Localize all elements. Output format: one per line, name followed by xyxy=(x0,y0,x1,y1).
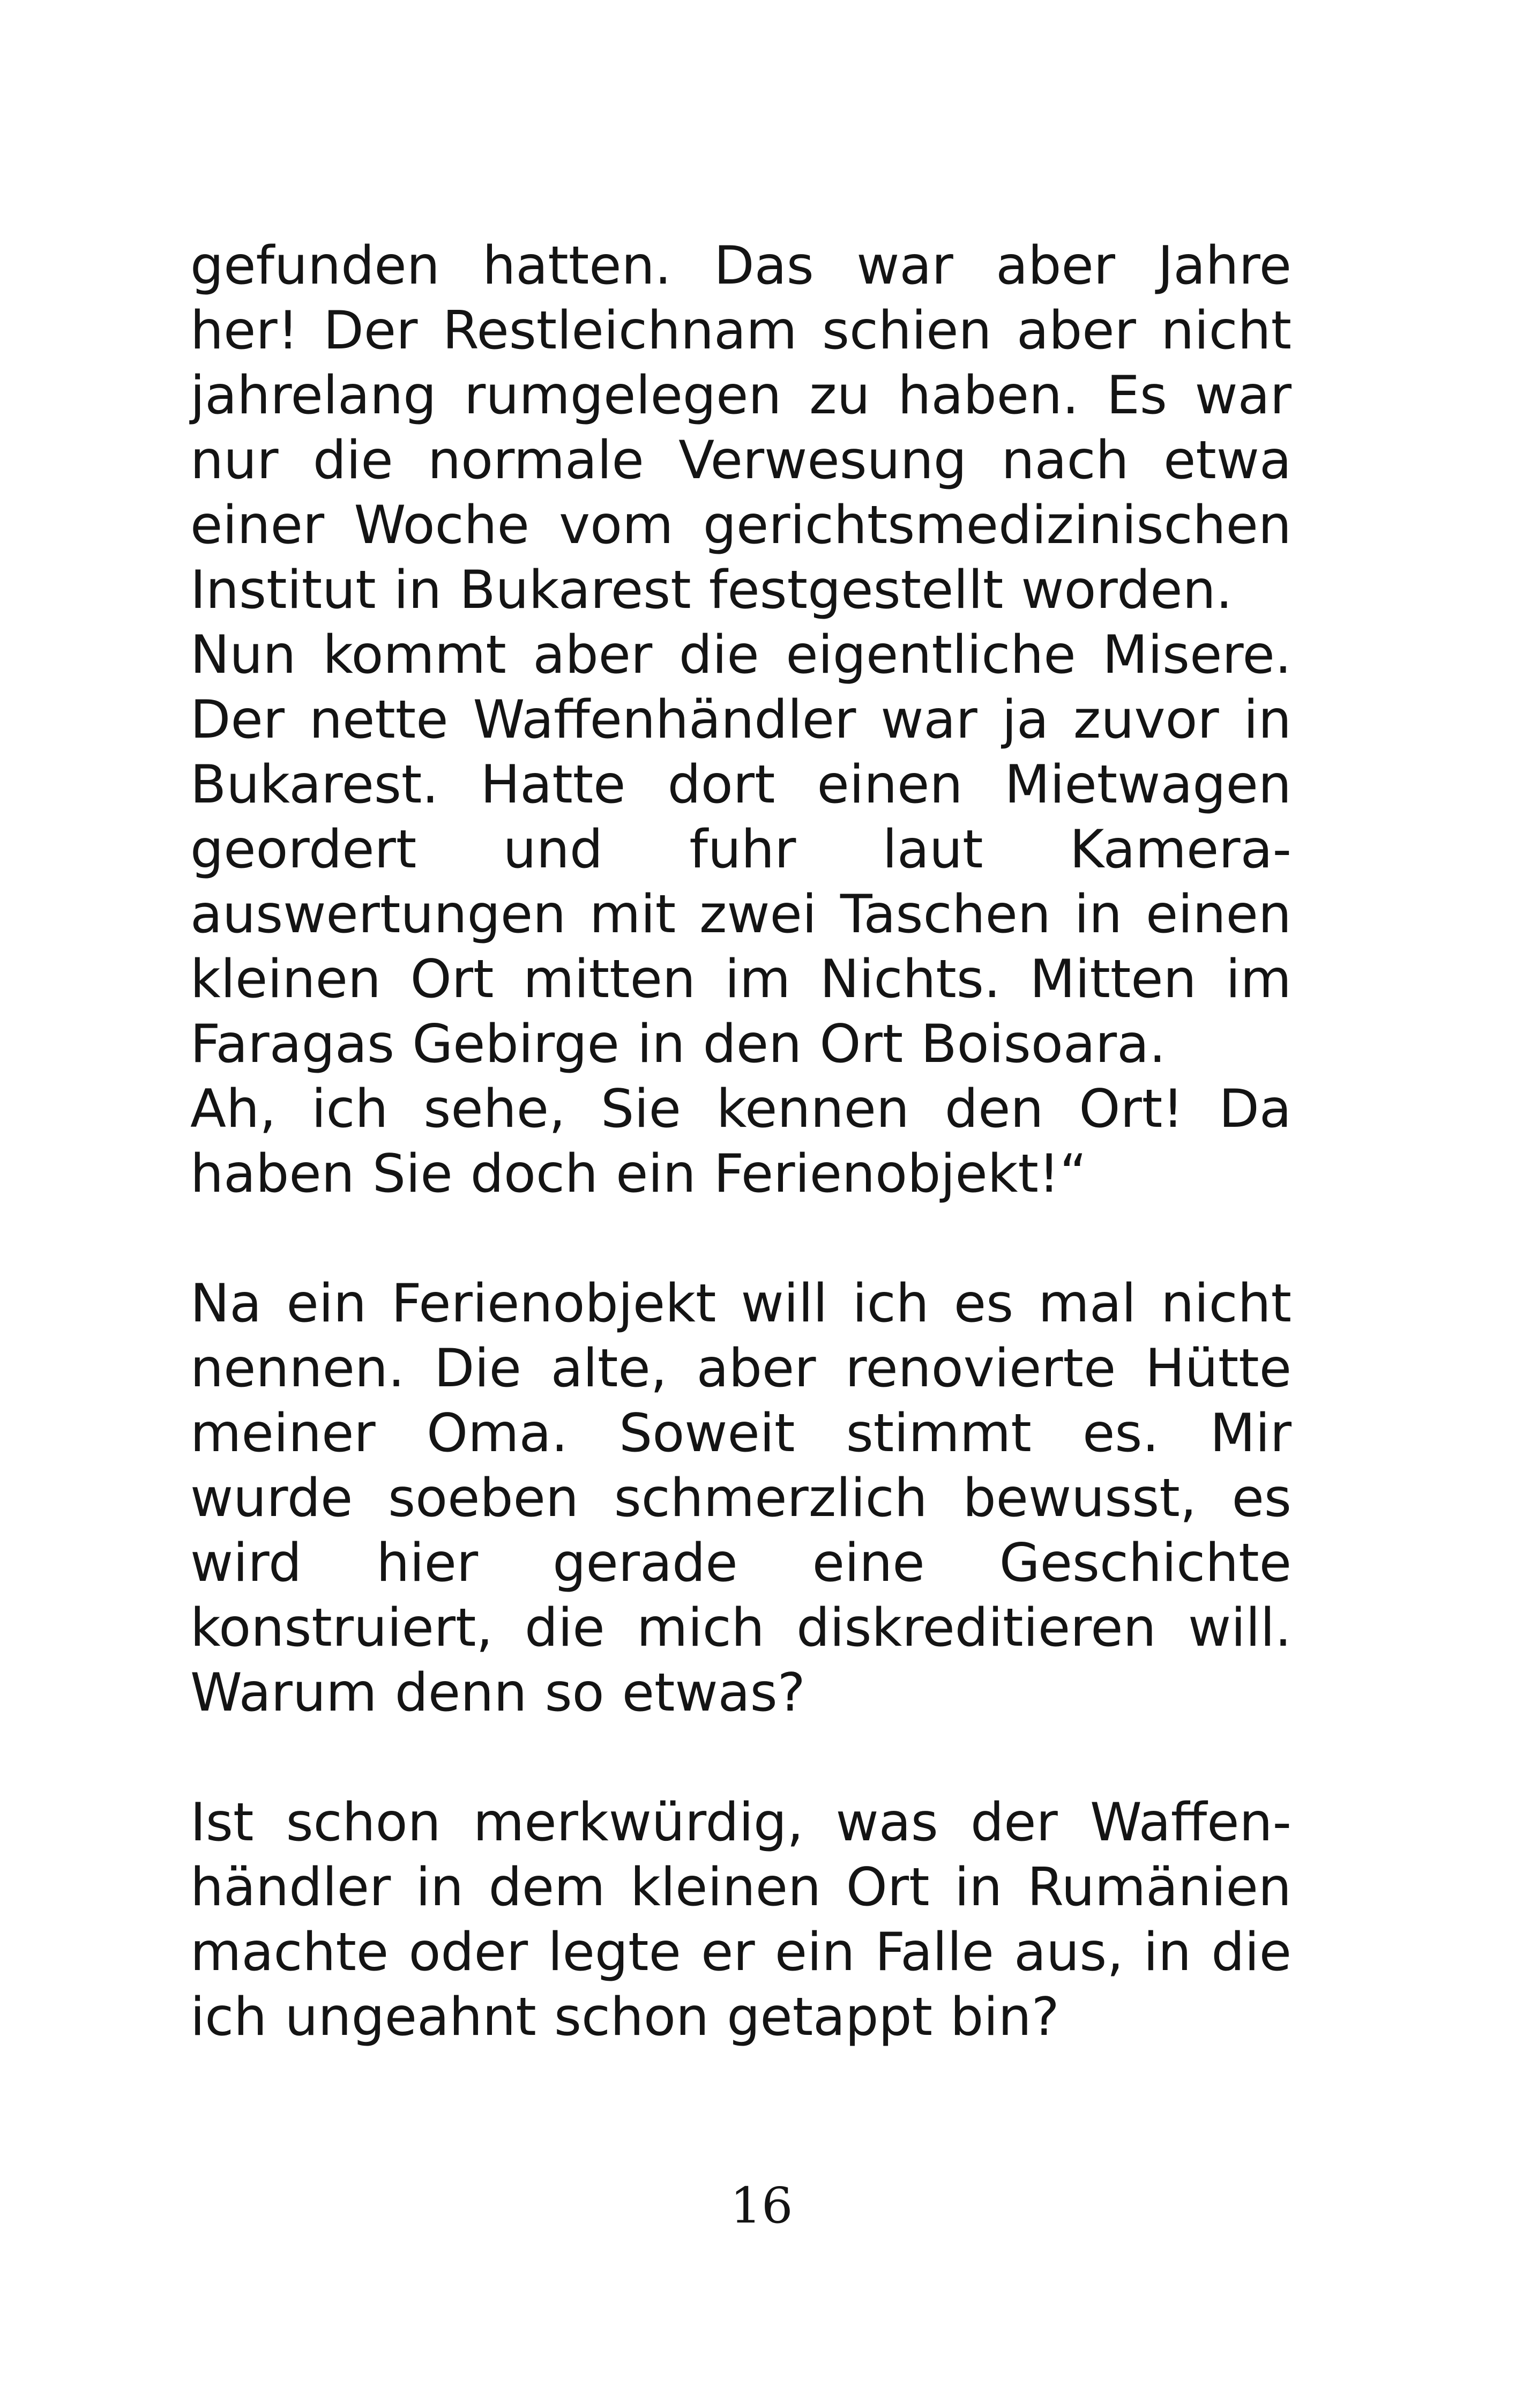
page-number: 16 xyxy=(730,2177,793,2234)
body-text xyxy=(190,234,1291,2050)
paragraph-5: Ist schon merkwürdig, was der Waffen-händler in dem kleinen Ort in Rumänien machte oder legte er ein Falle aus, in die ich ungeahnt schon getappt bin? xyxy=(190,1792,1291,2048)
paragraph-3: Ah, ich sehe, Sie kennen den Ort! Da haben Sie doch ein Ferienobjekt!“ xyxy=(190,1079,1291,1205)
paragraph-4: Na ein Ferienobjekt will ich es mal nicht nennen. Die alte, aber renovierte Hütte meiner Oma. Soweit stimmt es. Mir wurde soeben schmerzlich bewusst, es wird hier gerade eine Geschichte konstruiert, die mich diskreditieren will. Warum denn so etwas? xyxy=(190,1273,1291,1723)
paragraph-1: gefunden hatten. Das war aber Jahre her! Der Restleichnam schien aber nicht jahrelang rumgelegen zu haben. Es war nur die normale Verwesung nach etwa einer Woche vom gerichtsmedizinischen Institut in Bukarest festgestellt worden. xyxy=(190,235,1291,621)
paragraph-2: Nun kommt aber die eigentliche Misere. Der nette Waffenhändler war ja zuvor in Bukarest. Hatte dort einen Mietwagen geordert und fuhr laut Kamera-auswertungen mit zwei Taschen in einen kleinen Ort mitten im Nichts. Mitten im Faragas Gebirge in den Ort Boisoara. xyxy=(190,625,1291,1075)
